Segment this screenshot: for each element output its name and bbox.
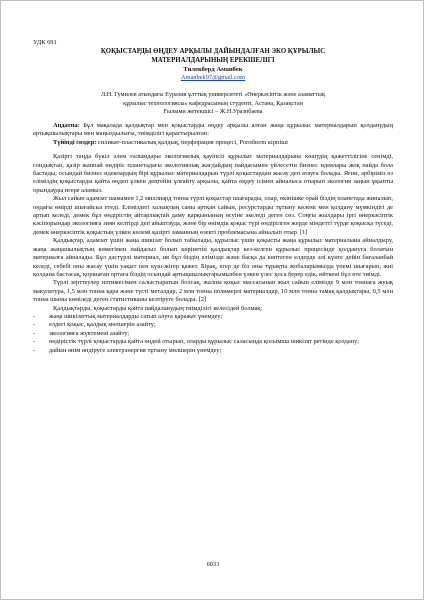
paragraph: Жыл сайын адамзат шамамен 1,2 миллиард тонна түрлі қоқыстар шығарады, олар, өкінішке орай біздің планетада жиналып, ондағы өмірді шығайсыз етеді. Еліміздегі халықтың саны артқан сайын, ресурстарды тұтыну көлемі мен қолдану мүмкіндігі де артып келеді, демек бұл өндірістің айтарлықтай дамy қарқынының өсуіне әкеледі деген сөз. Соңғы жылдары іргі өнеркәсіптік кәсіпорындар экологияға зиян келтірді деп айыптауда, және бір өнімдік қоқыс түрі өндірілген жерде міндетті түрде қоқысқа түседі, демек өнеркәсіптік қоқыстың үлкен көлемі қазіргі заманның өзекті проблемасына айналып отыр. [1] xyxy=(33,195,393,236)
article-body xyxy=(33,39,393,355)
supervisor-line: Ғылыми жетекшісі – Ж.Н.Уразнбаева xyxy=(163,107,263,115)
author-name: Тилекберд Аманбек xyxy=(183,65,243,73)
udk-code: УДК 691 xyxy=(33,39,57,46)
affiliation xyxy=(33,91,393,116)
affiliation-line: Л.Н. Гумилев атындағы Еуразия ұлттық университеті «Өнеркәсіптік және азаматтық xyxy=(101,91,325,99)
abstract-label: Аңдатпа: xyxy=(53,122,80,130)
list-item: - дайын өнім өндіруге электрэнергия тұтыну мөлшерін үнемдеу; xyxy=(33,347,393,355)
list-item: - өндірістік түрлі қоқыстарды қайта өңдей отырып, оларды құрылыс саласында қосымша шикізат ретінде қолдану; xyxy=(33,338,393,346)
abstract-text: Бұл мақалада қалдықтар мен қоқыстарды өңдеу арқылы алған жаңа құрылыс материалдарын қолданудың артықшылықтары мен маңыздылығы, тиімділігі қарастырылған: xyxy=(33,122,393,138)
list-item: - елдегі қоқыс, қалдық мөлшерін азайту; xyxy=(33,321,393,329)
paragraph: Түрлі зерттеулер нәтижесімен салыстыратын болсақ, жалпы қоқыс массасынан жыл сайын елімізде 9 млн тоннаға жуық макулатура, 1,5 млн тонна қара және түсті металдар, 2 млн тонна полимерлі материалдар, 10 млн тонна тамақ қалдықтары, 0,5 млн тонна шыны көміледі деген статистиканы келтіруге болады. [2] xyxy=(33,279,393,304)
keywords-text: силикат-пластикалық қалдық, перфорация процесі, Porotherm кірпіші xyxy=(96,138,288,146)
title-line: ҚОҚЫСТАРДЫ ӨҢДЕУ АРҚЫЛЫ ДАЙЫНДАЛҒАН ЭКО ҚҰРЫЛЫС xyxy=(100,48,326,56)
abstract xyxy=(33,122,393,139)
page-number: 6033 xyxy=(206,561,220,568)
benefits-list xyxy=(33,313,393,355)
paragraph: Қалдықтарды, қоқыстарды қайта пайдаланудың тиімділігі келесідей болмақ: xyxy=(53,304,263,312)
article-title xyxy=(33,48,393,65)
title-line: МАТЕРИАЛДАРЫНЫҢ ЕРЕКШЕЛІГІ xyxy=(151,57,275,64)
keywords-label: Түйінді сөздер: xyxy=(53,138,97,146)
paragraph: Қалдықтар, адамзат үшін жаңа шикізат болып табылады, құрылыс үшін қоқысты жаңа құрылыс материалына айналдыру, жаңа жаңашылықтың көмегімен пайдасыз болып көрінетін қалдықтар кез-келген құрылыс процесінде қолдануға болатын материалға айналады. Бұл дәстүрлі материал, ия бұл біздің елімізде және басқа да көптеген елдерде әлі күнге дейін бағаланбай келеді, себебі оны жасау үшін уақыт пен күш-жігер қажет. Бірақ, егер де біз оны тұрақты жобаларымызда үнемі шығарып, жиі қолдана бастасақ, қоршаған ортаға біздің осындай артықшылықтарымызбен үлкен үлес қоса берер едік, өйткені бұл өте тиімді. xyxy=(33,237,393,278)
author-email-link[interactable]: Amanbek97@gmail.com xyxy=(180,74,246,81)
list-item: - экологияға жүктемені азайту; xyxy=(33,330,393,338)
keywords xyxy=(33,139,393,147)
paragraph: Қазіргі таңда бүкіл әлем ғалымдары экологиялық қауіпсіз құрылыс материалдарына көшудің қажеттілігіне сенімді, сондықтан, қазір жаппай өндіріс планетадағы экологиялық жағдайдың пайдасымен үйлесетін бизнес идеялары жоқ пайда бола бастады, осындай бизнес идеялардың бірі құрылыс материалдарын түрлі қоқыстардан жасау деп атауға болады. Яғни, әрбіріміз өз еліміздің қоқыстарды қайта өңдеп ұлкен деңгейін ұлғайту арқылы, қайта өңдеу ісімен айналыса отырып экология заңын ұқыпты орындауды игере аламыз. xyxy=(33,153,393,194)
affiliation-line: құрылыс технологиясы» кафедрасының студенті, Астана, Қазақстан xyxy=(123,99,303,107)
list-item: - жаңа шикізаттық материалдарды сатып алуға қаражат үнемдеу; xyxy=(33,313,393,321)
